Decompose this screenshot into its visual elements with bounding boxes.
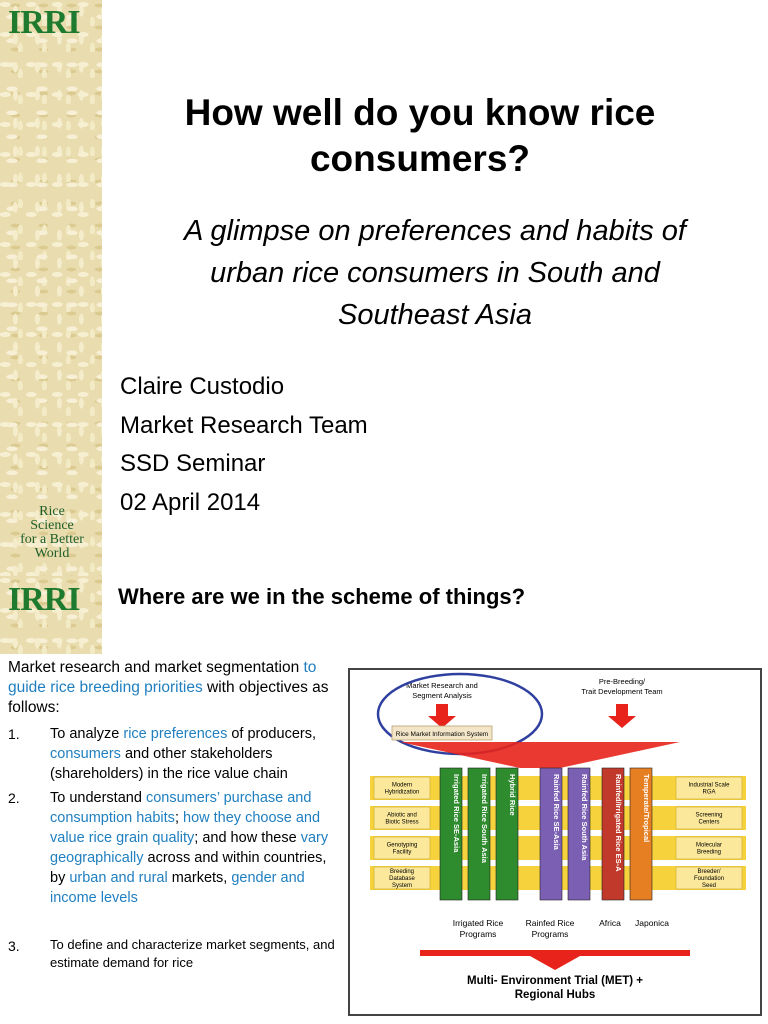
bottom-arrow-bar — [420, 950, 690, 956]
program-group-label: Irrigated Rice — [452, 918, 504, 928]
breeding-scheme-diagram — [348, 668, 762, 1016]
right-capability-label: RGA — [702, 789, 716, 796]
left-capability-label: Biotic Stress — [385, 819, 419, 826]
program-group-label: Programs — [459, 929, 497, 939]
intro-paragraph: Market research and market segmentation to guide rice breeding priorities with objectives as follows: — [8, 659, 329, 716]
right-capability-label: Breeder/ — [697, 869, 721, 875]
program-column-label: Rainfed/Irrigated Rice ES-A — [614, 774, 623, 872]
program-column-label: Irrigated Rice SE-Asia — [452, 774, 461, 853]
program-column-label: Irrigated Rice South Asia — [480, 774, 489, 863]
program-column-label: Rainfed Rice South Asia — [580, 774, 589, 861]
left-capability-label: System — [391, 883, 413, 889]
left-capability-label: Breeding — [389, 869, 415, 875]
right-capability-label: Screening — [695, 812, 723, 819]
presenter-team: Market Research Team — [120, 411, 368, 439]
presenter-name: Claire Custodio — [120, 373, 285, 400]
left-capability-label: Abiotic and — [387, 812, 417, 819]
slide-subtitle: A glimpse on preferences and habits of urban rice consumers in South and Southeast Asia — [184, 215, 686, 331]
down-arrow-icon — [428, 704, 456, 728]
program-group-label: Africa — [599, 918, 621, 928]
objective-item — [8, 724, 343, 784]
objective-text: To understand consumers’ purchase and consumption habits; how they choose and value rice grain quality; and how these vary geographically across and within countries, by urban and rural markets, gender and income levels — [50, 790, 329, 906]
program-column-label: Temperate/Tropical — [642, 774, 651, 843]
program-group-label: Rainfed Rice — [525, 918, 575, 928]
left-capability-label: Genotyping — [386, 842, 418, 849]
slide-title: How well do you know rice consumers? — [184, 92, 656, 179]
objective-item — [8, 936, 343, 972]
program-column-label: Rainfed Rice SE-Asia — [552, 774, 561, 850]
objective-number: 1. — [8, 726, 20, 742]
market-research-label: Market Research and — [406, 681, 478, 690]
left-capability-label: Facility — [392, 849, 412, 856]
slide-title: Where are we in the scheme of things? — [118, 584, 526, 609]
presenter-date: 02 April 2014 — [120, 488, 261, 516]
presenter-event: SSD Seminar — [120, 450, 266, 477]
program-column-label: Hybrid Rice — [508, 774, 517, 816]
met-regional-hubs-label: Regional Hubs — [514, 989, 596, 1001]
irri-logo: IRRI — [8, 4, 80, 41]
down-arrow-icon — [608, 704, 636, 728]
right-capability-label: Foundation — [693, 876, 725, 882]
program-group-label: Japonica — [634, 918, 670, 928]
red-funnel — [400, 742, 680, 768]
objective-item — [8, 788, 343, 908]
objectives-text — [8, 658, 343, 976]
right-capability-label: Centers — [698, 819, 720, 826]
objective-text: To define and characterize market segments, and estimate demand for rice — [50, 937, 335, 970]
right-capability-label: Molecular — [695, 842, 723, 849]
content-slide — [0, 576, 768, 1024]
left-capability-label: Hybridization — [384, 789, 420, 796]
bottom-arrow-icon — [530, 956, 580, 970]
objectives-list — [8, 724, 343, 972]
right-capability-label: Seed — [701, 883, 717, 889]
objective-number: 3. — [8, 938, 20, 954]
irri-logo: IRRI — [8, 581, 80, 618]
right-capability-label: Industrial Scale — [688, 782, 730, 789]
diagram-svg — [350, 670, 760, 1014]
info-system-label: Rice Market Information System — [395, 731, 489, 738]
program-group-label: Programs — [531, 929, 569, 939]
pre-breeding-label: Trait Development Team — [581, 687, 663, 696]
left-capability-label: Modern — [391, 782, 413, 789]
objective-text: To analyze rice preferences of producers, consumers and other stakeholders (shareholders) in the rice value chain — [50, 726, 316, 782]
rice-grain-strip — [0, 0, 102, 576]
market-research-label: Segment Analysis — [412, 691, 472, 700]
right-capability-label: Breeding — [696, 849, 722, 856]
met-regional-hubs-label: Multi- Environment Trial (MET) + — [466, 975, 644, 987]
presenter-info — [120, 368, 368, 522]
objective-number: 2. — [8, 790, 20, 806]
tagline-logo: Rice Science for a Better World — [20, 504, 84, 561]
pre-breeding-label: Pre-Breeding/ — [598, 677, 646, 686]
left-capability-label: Database — [389, 876, 415, 882]
